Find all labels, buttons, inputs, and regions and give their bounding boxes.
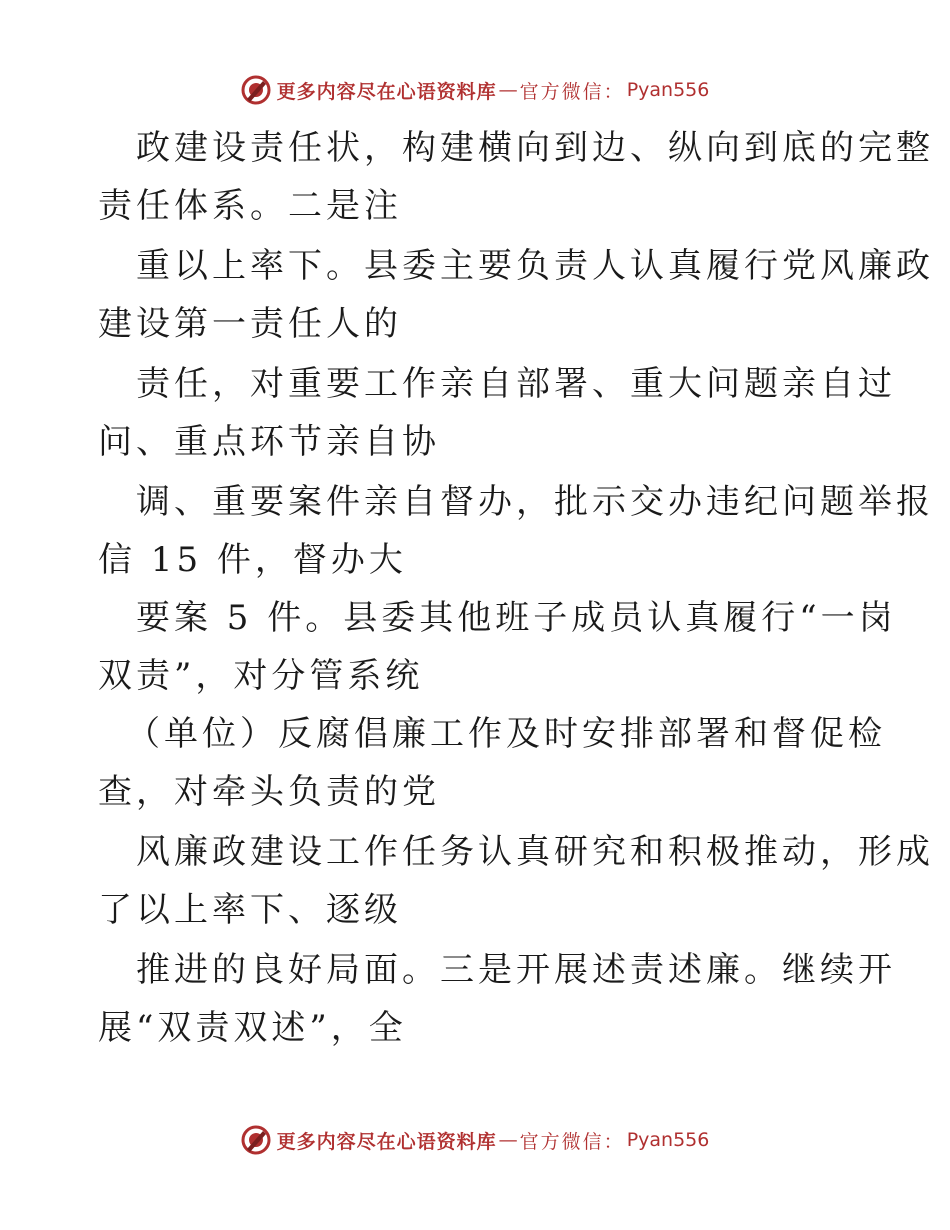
- text-line: （单位）反腐倡廉工作及时安排部署和督促检: [126, 714, 886, 754]
- text-line: 政建设责任状，构建横向到边、纵向到底的完整: [136, 128, 934, 168]
- text-line: 了以上率下、逐级: [98, 890, 402, 930]
- text-line: 推进的良好局面。三是开展述责述廉。继续开: [136, 950, 896, 990]
- text-line: 要案 5 件。县委其他班子成员认真履行“一岗: [136, 598, 897, 638]
- text-line: 风廉政建设工作任务认真研究和积极推动，形成: [136, 832, 934, 872]
- text-line: 责任体系。二是注: [98, 186, 402, 226]
- pen-logo-icon: [241, 75, 271, 105]
- text-line: 查，对牵头负责的党: [98, 772, 440, 812]
- footer-banner: [0, 1120, 950, 1160]
- text-line: 展“双责双述”，全: [98, 1008, 407, 1048]
- banner-official-label: 官方微信：: [519, 1130, 625, 1153]
- banner-separator: —: [498, 1129, 518, 1151]
- text-line: 建设第一责任人的: [98, 304, 402, 344]
- text-line: 双责”，对分管系统: [98, 656, 424, 696]
- text-line: 重以上率下。县委主要负责人认真履行党风廉政: [136, 246, 934, 286]
- banner-brand-text: 更多内容尽在心语资料库: [276, 1130, 497, 1153]
- banner-separator: —: [498, 79, 518, 101]
- banner-brand-text: 更多内容尽在心语资料库: [276, 80, 497, 103]
- banner-wechat-id: Pyan556: [626, 79, 710, 101]
- banner-wechat-id: Pyan556: [626, 1129, 710, 1151]
- text-line: 信 15 件，督办大: [98, 540, 407, 580]
- header-banner: [0, 70, 950, 110]
- text-line: 问、重点环节亲自协: [98, 422, 440, 462]
- text-line: 调、重要案件亲自督办，批示交办违纪问题举报: [136, 482, 934, 522]
- banner-official-label: 官方微信：: [519, 80, 625, 103]
- text-line: 责任，对重要工作亲自部署、重大问题亲自过: [136, 364, 896, 404]
- pen-logo-icon: [241, 1125, 271, 1155]
